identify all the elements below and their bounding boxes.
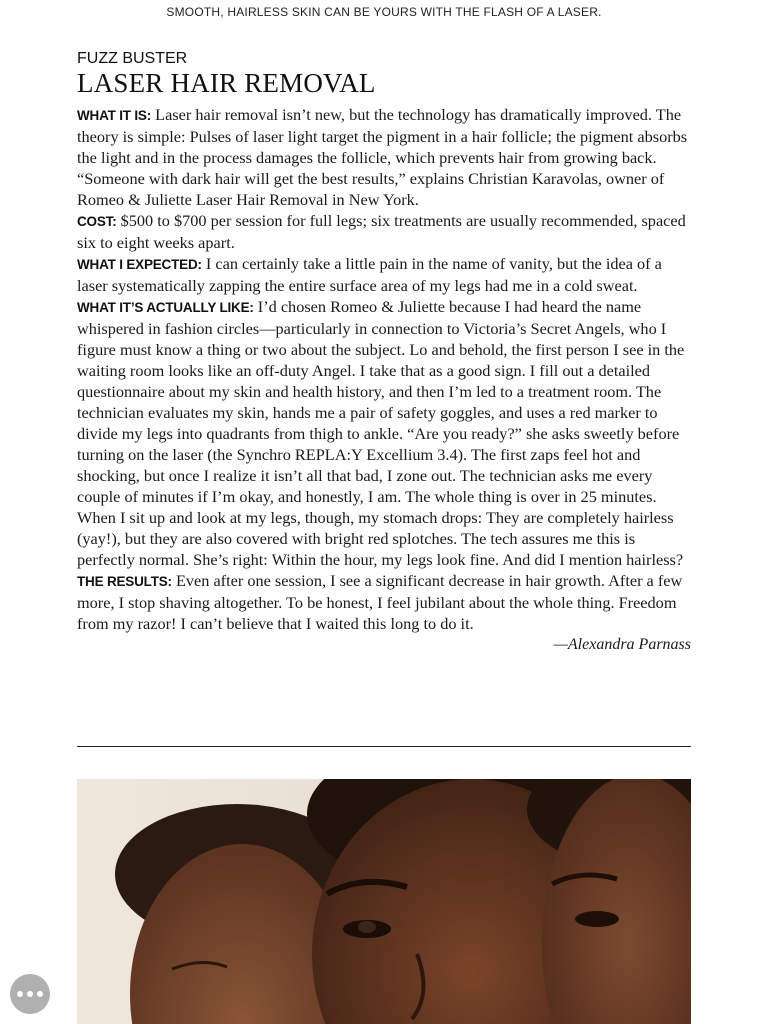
ellipsis-icon bbox=[17, 991, 23, 997]
more-options-button[interactable] bbox=[10, 974, 50, 1014]
article-byline: —Alexandra Parnass bbox=[553, 636, 691, 653]
ellipsis-icon bbox=[37, 991, 43, 997]
section-what-i-expected bbox=[77, 253, 691, 296]
section-text: I can certainly take a little pain in the name of vanity, but the idea of a laser systematically zapping the entire surface area of my legs had me in a cold sweat. bbox=[77, 254, 662, 295]
section-divider bbox=[77, 746, 691, 747]
section-label: WHAT IT IS: bbox=[77, 108, 152, 123]
top-caption: SMOOTH, HAIRLESS SKIN CAN BE YOURS WITH THE FLASH OF A LASER. bbox=[166, 5, 602, 19]
section-text: $500 to $700 per session for full legs; six treatments are usually recommended, spaced six to eight weeks apart. bbox=[77, 211, 686, 252]
article-photo bbox=[77, 779, 691, 1024]
section-label: THE RESULTS: bbox=[77, 574, 172, 589]
section-actually-like bbox=[77, 296, 691, 570]
article bbox=[77, 49, 691, 655]
ellipsis-icon bbox=[27, 991, 33, 997]
section-what-it-is bbox=[77, 104, 691, 210]
section-text: Laser hair removal isn’t new, but the technology has dramatically improved. The theory is simple: Pulses of laser light target the pigment in a hair follicle; the pigment absorbs the light and in the process damages the follicle, which prevents hair from growing back. “Someone with dark hair will get the best results,” explains Christian Karavolas, owner of Romeo & Juliette Laser Hair Removal in New York. bbox=[77, 105, 688, 209]
photo-three-faces-icon bbox=[77, 779, 691, 1024]
section-label: WHAT I EXPECTED: bbox=[77, 257, 202, 272]
section-text: Even after one session, I see a significant decrease in hair growth. After a few more, I stop shaving altogether. To be honest, I feel jubilant about the whole thing. Freedom from my razor! I can’t believe that I waited this long to do it. bbox=[77, 571, 683, 633]
article-headline: LASER HAIR REMOVAL bbox=[77, 68, 376, 98]
section-results bbox=[77, 570, 691, 634]
section-cost bbox=[77, 210, 691, 253]
section-label: WHAT IT’S ACTUALLY LIKE: bbox=[77, 300, 254, 315]
section-text: I’d chosen Romeo & Juliette because I had heard the name whispered in fashion circles—particularly in connection to Victoria’s Secret Angels, who I figure must know a thing or two about the subject. Lo and behold, the first person I see in the waiting room looks like an off-duty Angel. I take that as a good sign. I fill out a detailed questionnaire about my skin and health history, and then I’m led to a treatment room. The technician evaluates my skin, hands me a pair of safety goggles, and uses a red marker to divide my legs into quadrants from thigh to ankle. “Are you ready?” she asks sweetly before turning on the laser (the Synchro REPLA:Y Excellium 3.4). The first zaps feel hot and shocking, but once I realize it isn’t all that bad, I zone out. The technician asks me every couple of minutes if I’m okay, and honestly, I am. The whole thing is over in 25 minutes. When I sit up and look at my legs, though, my stomach drops: They are completely hairless (yay!), but they are also covered with bright red splotches. The tech assures me this is perfectly normal. She’s right: Within the hour, my legs look fine. And did I mention hairless? bbox=[77, 297, 685, 569]
article-kicker: FUZZ BUSTER bbox=[77, 50, 188, 67]
section-label: COST: bbox=[77, 214, 117, 229]
